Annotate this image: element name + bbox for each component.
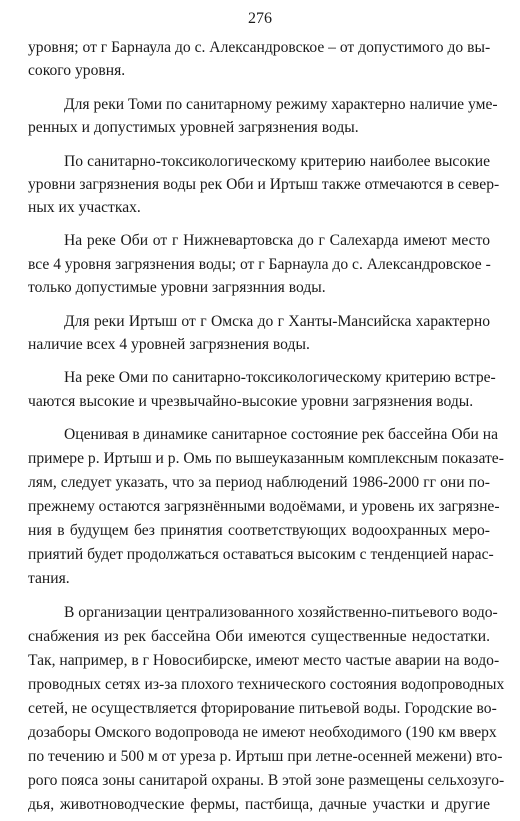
text-line: уровни загрязнения воды рек Оби и Иртыш также отмечаются в север-: [28, 176, 500, 193]
text-line: На реке Оми по санитарно-токсикологическому критерию встре-: [64, 369, 496, 386]
text-line: по течению и 500 м от уреза р. Иртыш при летне-осенней межени) вто-: [28, 748, 503, 765]
text-line: Так, например, в г Новосибирске, имеют место частые аварии на водо-: [28, 652, 500, 669]
text-line: Для реки Томи по санитарному режиму характерно наличие уме-: [64, 96, 498, 113]
text-line: ренных и допустимых уровней загрязнения воды.: [28, 119, 359, 136]
text-line: только допустимые уровни загрязнния воды.: [28, 279, 326, 296]
text-line: уровня; от г Барнаула до с. Александровское – от допустимого до вы-: [28, 39, 491, 56]
text-line: По санитарно-токсикологическому критерию наиболее высокие: [64, 153, 490, 170]
text-line: Оценивая в динамике санитарное состояние рек бассейна Оби на: [64, 426, 499, 443]
text-line: все 4 уровня загрязнения воды; от г Барнаула до с. Александровское -: [28, 256, 491, 273]
text-line: лям, следует указать, что за период наблюдений 1986-2000 гг они по-: [28, 474, 490, 491]
text-line: На реке Оби от г Нижневартовска до г Салехарда имеют место: [64, 232, 490, 249]
text-line: сетей, не осуществляется фторирование питьевой воды. Городские во-: [28, 700, 497, 717]
text-line: ных их участках.: [28, 199, 141, 216]
text-line: снабжения из рек бассейна Оби имеются существенные недостатки.: [28, 628, 490, 645]
text-line: дозаборы Омского водопровода не имеют необходимого (190 км вверх: [28, 724, 497, 741]
text-line: примере р. Иртыш и р. Омь по вышеуказанным комплексным показате-: [28, 450, 504, 467]
text-line: прежнему остаются загрязнёнными водоёмами, и уровень их загрязне-: [28, 498, 500, 515]
text-line: Для реки Иртыш от г Омска до г Ханты-Мансийска характерно: [64, 313, 490, 330]
text-line: проводных сетях из-за плохого технического состояния водопроводных: [28, 676, 505, 693]
text-line: чаются высокие и чрезвычайно-высокие уровни загрязнения воды.: [28, 393, 474, 410]
text-line: дья, животноводческие фермы, пастбища, дачные участки и другие: [28, 796, 490, 813]
text-line: рого пояса зоны санитарой охраны. В этой зоне размещены сельхозуго-: [28, 772, 505, 789]
text-line: наличие всех 4 уровней загрязнения воды.: [28, 336, 310, 353]
page-number: 276: [248, 10, 272, 27]
text-line: сокого уровня.: [28, 62, 126, 79]
text-line: тания.: [28, 570, 70, 587]
text-line: В организации централизованного хозяйственно-питьевого водо-: [64, 604, 498, 621]
text-line: ния в будущем без принятия соответствующих водоохранных меро-: [28, 522, 490, 539]
text-line: приятий будет продолжаться оставаться высоким с тенденцией нарас-: [28, 546, 494, 563]
